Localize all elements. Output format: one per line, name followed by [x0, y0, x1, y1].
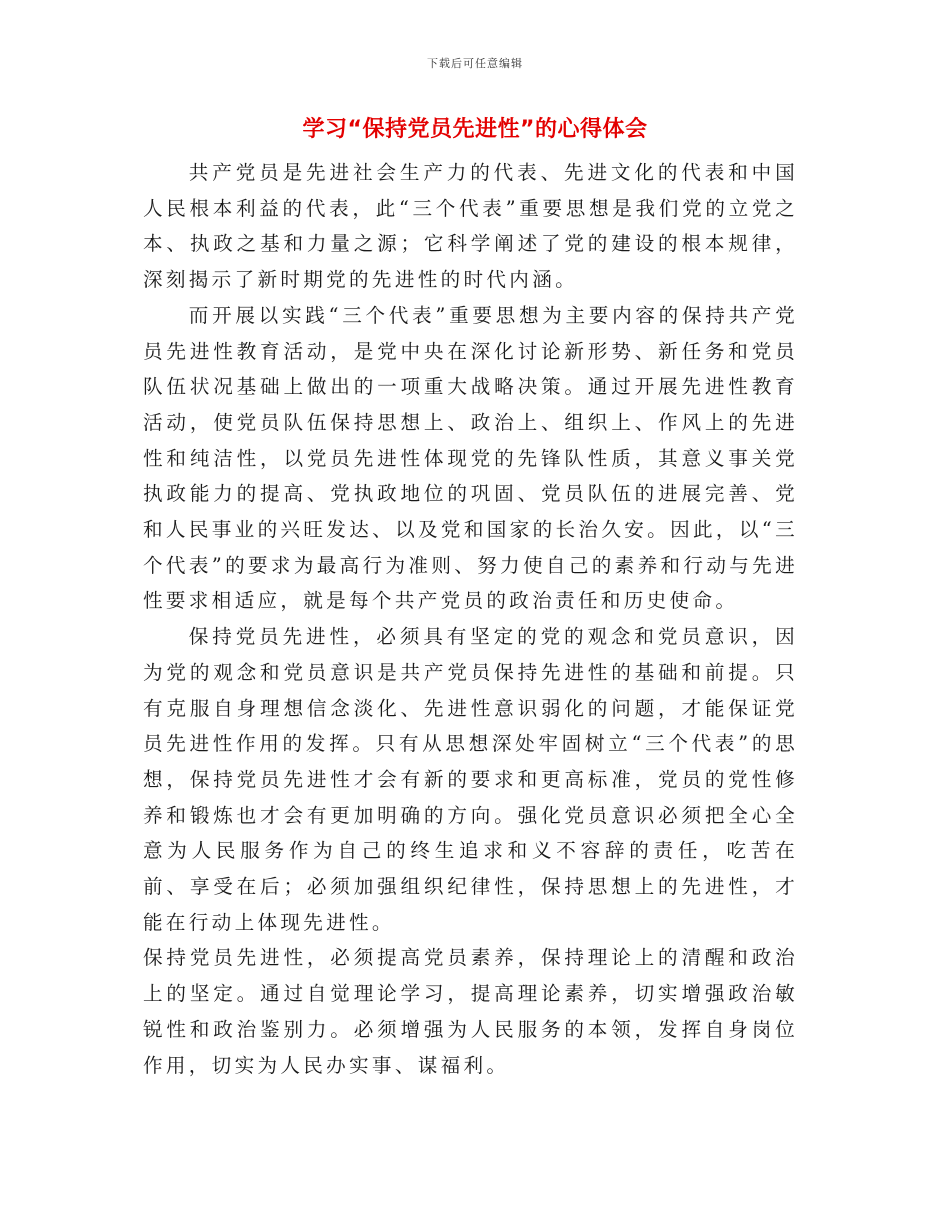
paragraph-2: 而开展以实践“三个代表”重要思想为主要内容的保持共产党员先进性教育活动，是党中央在深化讨论新形势、新任务和党员队伍状况基础上做出的一项重大战略决策。通过开展先进性教育活动，使党员队伍保持思想上、政治上、组织上、作风上的先进性和纯洁性，以党员先进性体现党的先锋队性质，其意义事关党执政能力的提高、党执政地位的巩固、党员队伍的进展完善、党和人民事业的兴旺发达、以及党和国家的长治久安。因此，以“三个代表”的要求为最高行为准则、努力使自己的素养和行动与先进性要求相适应，就是每个共产党员的政治责任和历史使命。	[143, 303, 798, 613]
document-title: 学习“保持党员先进性”的心得体会	[302, 117, 648, 142]
paragraph-3: 保持党员先进性，必须具有坚定的党的观念和党员意识，因为党的观念和党员意识是共产党员保持先进性的基础和前提。只有克服自身理想信念淡化、先进性意识弱化的问题，才能保证党员先进性作用的发挥。只有从思想深处牢固树立“三个代表”的思想，保持党员先进性才会有新的要求和更高标准，党员的党性修养和锻炼也才会有更加明确的方向。强化党员意识必须把全心全意为人民服务作为自己的终生追求和义不容辞的责任，吃苦在前、享受在后；必须加强组织纪律性，保持思想上的先进性，才能在行动上体现先进性。	[143, 625, 798, 934]
document-body	[143, 155, 798, 1083]
paragraph-4: 保持党员先进性，必须提高党员素养，保持理论上的清醒和政治上的坚定。通过自觉理论学习，提高理论素养，切实增强政治敏锐性和政治鉴别力。必须增强为人民服务的本领，发挥自身岗位作用，切实为人民办实事、谋福利。	[143, 946, 798, 1077]
paragraph-1: 共产党员是先进社会生产力的代表、先进文化的代表和中国人民根本利益的代表，此“三个代表”重要思想是我们党的立党之本、执政之基和力量之源；它科学阐述了党的建设的根本规律，深刻揭示了新时期党的先进性的时代内涵。	[143, 161, 798, 292]
page-header-note: 下载后可任意编辑	[427, 57, 523, 70]
